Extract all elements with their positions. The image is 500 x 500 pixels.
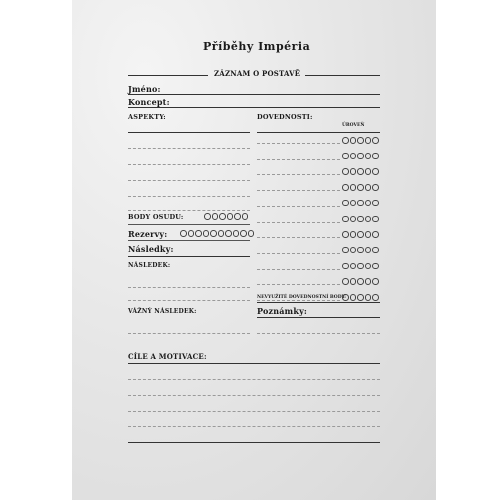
skill-level-label: ÚROVEŇ [342, 123, 365, 128]
skill-level-box[interactable] [350, 278, 357, 285]
skill-level-box[interactable] [372, 200, 379, 207]
fate-point-box[interactable] [242, 213, 249, 220]
skill-name-line[interactable] [257, 206, 340, 207]
consequences-label: Následky: [128, 244, 174, 254]
skill-level-box[interactable] [372, 263, 379, 270]
aspects-label: ASPEKTY: [128, 113, 166, 121]
skill-level-box[interactable] [365, 231, 372, 238]
skill-level-box[interactable] [342, 184, 349, 191]
goals-line[interactable] [128, 426, 380, 427]
reserve-box[interactable] [248, 230, 255, 237]
subtitle-rule-left [128, 75, 208, 76]
skill-level-box[interactable] [365, 294, 372, 301]
skill-level-box[interactable] [357, 168, 364, 175]
skill-level-box[interactable] [372, 278, 379, 285]
name-label: Jméno: [128, 84, 161, 94]
fate-point-box[interactable] [227, 213, 234, 220]
fate-point-box[interactable] [219, 213, 226, 220]
fate-point-box[interactable] [204, 213, 211, 220]
skill-level-box[interactable] [372, 231, 379, 238]
aspect-line[interactable] [128, 196, 250, 197]
skill-level-box[interactable] [365, 216, 372, 223]
goals-line[interactable] [128, 411, 380, 412]
unused-skill-points-line[interactable] [257, 302, 380, 303]
skill-level-box[interactable] [357, 278, 364, 285]
skill-level-box[interactable] [365, 137, 372, 144]
fate-points-track [204, 213, 248, 220]
skill-level-box[interactable] [342, 137, 349, 144]
skill-level-track [342, 184, 379, 191]
character-sheet [72, 0, 436, 500]
skill-name-line[interactable] [257, 253, 340, 254]
skill-level-track [342, 200, 379, 207]
aspect-line[interactable] [128, 164, 250, 165]
skill-level-box[interactable] [357, 137, 364, 144]
skills-label: DOVEDNOSTI: [257, 113, 313, 121]
skill-level-box[interactable] [357, 247, 364, 254]
skill-level-box[interactable] [342, 278, 349, 285]
consequences-rule [128, 256, 250, 257]
reserves-rule [128, 240, 250, 241]
skill-level-box[interactable] [372, 184, 379, 191]
skill-level-box[interactable] [357, 184, 364, 191]
skill-level-box[interactable] [350, 137, 357, 144]
fate-points-rule [128, 224, 250, 225]
severe-consequence-line[interactable] [128, 333, 250, 334]
fate-points-label: BODY OSUDU: [128, 213, 184, 221]
skill-name-line[interactable] [257, 174, 340, 175]
skill-name-line[interactable] [257, 269, 340, 270]
severe-consequence-label: VÁŽNÝ NÁSLEDEK: [128, 308, 197, 315]
skill-level-box[interactable] [357, 216, 364, 223]
notes-rule [257, 317, 380, 318]
skill-name-line[interactable] [257, 159, 340, 160]
skill-level-box[interactable] [365, 184, 372, 191]
skill-level-box[interactable] [350, 294, 357, 301]
skill-level-box[interactable] [350, 200, 357, 207]
skill-level-box[interactable] [350, 263, 357, 270]
skill-level-box[interactable] [365, 278, 372, 285]
reserve-box[interactable] [225, 230, 232, 237]
skill-level-track [342, 216, 379, 223]
skill-level-box[interactable] [357, 200, 364, 207]
skill-level-box[interactable] [365, 247, 372, 254]
skill-level-box[interactable] [357, 294, 364, 301]
skill-level-track [342, 247, 379, 254]
consequence-label: NÁSLEDEK: [128, 262, 171, 269]
concept-label: Koncept: [128, 97, 170, 107]
reserve-box[interactable] [218, 230, 225, 237]
notes-line[interactable] [257, 333, 380, 334]
skill-level-box[interactable] [372, 216, 379, 223]
goals-bottom-rule [128, 442, 380, 443]
aspects-rule [128, 132, 250, 133]
name-line[interactable] [128, 94, 380, 95]
skills-rule [257, 132, 380, 133]
skill-level-box[interactable] [342, 153, 349, 160]
sheet-subtitle: ZÁZNAM O POSTAVĚ [214, 69, 301, 78]
skill-level-box[interactable] [350, 184, 357, 191]
skill-level-box[interactable] [365, 153, 372, 160]
goals-line[interactable] [128, 395, 380, 396]
skill-level-track [342, 294, 379, 301]
skill-level-box[interactable] [365, 200, 372, 207]
notes-label: Poznámky: [257, 306, 308, 316]
skill-level-box[interactable] [365, 263, 372, 270]
reserve-box[interactable] [188, 230, 195, 237]
skill-level-box[interactable] [372, 153, 379, 160]
reserve-box[interactable] [233, 230, 240, 237]
skill-level-track [342, 263, 379, 270]
skill-level-box[interactable] [357, 153, 364, 160]
skill-name-line[interactable] [257, 222, 340, 223]
fate-point-box[interactable] [234, 213, 241, 220]
skill-level-box[interactable] [342, 247, 349, 254]
consequence-line[interactable] [128, 300, 250, 301]
skill-name-line[interactable] [257, 190, 340, 191]
skill-level-box[interactable] [372, 168, 379, 175]
skill-level-box[interactable] [350, 231, 357, 238]
subtitle-rule-right [305, 75, 380, 76]
goals-rule [128, 363, 380, 364]
skill-level-track [342, 168, 379, 175]
reserve-box[interactable] [203, 230, 210, 237]
sheet-title: Příběhy Impéria [203, 40, 311, 53]
aspect-line[interactable] [128, 210, 250, 211]
skill-level-box[interactable] [372, 247, 379, 254]
goals-label: CÍLE A MOTIVACE: [128, 352, 207, 361]
skill-level-box[interactable] [350, 153, 357, 160]
reserves-label: Rezervy: [128, 229, 168, 239]
skill-name-line[interactable] [257, 237, 340, 238]
skill-level-box[interactable] [342, 168, 349, 175]
reserves-track [180, 230, 254, 237]
reserve-box[interactable] [195, 230, 202, 237]
skill-level-box[interactable] [357, 231, 364, 238]
skill-level-track [342, 231, 379, 238]
skill-level-track [342, 278, 379, 285]
skill-name-line[interactable] [257, 143, 340, 144]
consequence-line[interactable] [128, 287, 250, 288]
unused-skill-points-label: NEVYUŽITÉ DOVEDNOSTNÍ BODY: [257, 295, 346, 300]
skill-level-track [342, 153, 379, 160]
skill-level-box[interactable] [365, 168, 372, 175]
skill-level-box[interactable] [342, 263, 349, 270]
skill-level-box[interactable] [350, 247, 357, 254]
skill-level-box[interactable] [350, 216, 357, 223]
fate-point-box[interactable] [212, 213, 219, 220]
aspect-line[interactable] [128, 148, 250, 149]
skill-level-box[interactable] [357, 263, 364, 270]
skill-name-line[interactable] [257, 300, 340, 301]
aspect-line[interactable] [128, 180, 250, 181]
goals-line[interactable] [128, 379, 380, 380]
skill-level-box[interactable] [342, 216, 349, 223]
reserve-box[interactable] [180, 230, 187, 237]
reserve-box[interactable] [210, 230, 217, 237]
skill-level-track [342, 137, 379, 144]
concept-line[interactable] [128, 107, 380, 108]
reserve-box[interactable] [240, 230, 247, 237]
skill-level-box[interactable] [372, 294, 379, 301]
skill-level-box[interactable] [350, 168, 357, 175]
skill-name-line[interactable] [257, 284, 340, 285]
skill-level-box[interactable] [372, 137, 379, 144]
skill-level-box[interactable] [342, 200, 349, 207]
skill-level-box[interactable] [342, 231, 349, 238]
